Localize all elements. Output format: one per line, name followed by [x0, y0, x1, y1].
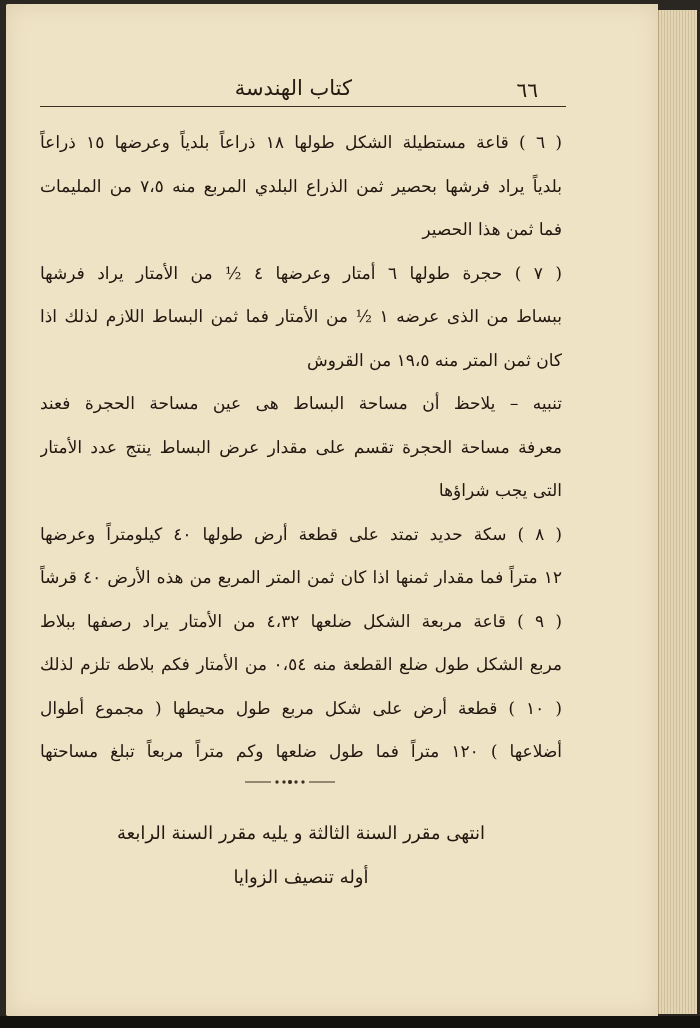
text-line: ( ٨ ) سكة حديد تمتد على قطعة أرض طولها ٤٠ كيلومتراً وعرضها: [40, 524, 562, 545]
text-line: معرفة مساحة الحجرة تقسم على مقدار عرض البساط ينتج عدد الأمتار: [40, 437, 562, 458]
closing-line-1: انتهى مقرر السنة الثالثة و يليه مقرر السنة الرابعة: [117, 823, 485, 844]
text-line: ببساط من الذى عرضه ١ ½ من الأمتار فما ثمن البساط اللازم لذلك اذا: [40, 307, 562, 327]
closing-note: [40, 812, 562, 900]
text-line: مربع الشكل طول ضلع القطعة منه ٠،٥٤ من الأمتار فكم بلاطه تلزم لذلك: [40, 655, 562, 675]
ornament-divider: [245, 778, 335, 786]
text-line: ١٢ متراً فما مقدار ثمنها اذا كان ثمن المتر المربع من هذه الأرض ٤٠ قرشاً: [40, 568, 562, 588]
page-number: ٦٦: [516, 78, 538, 102]
text-line: كان ثمن المتر منه ١٩،٥ من القروش: [306, 350, 562, 371]
page-edges: [658, 10, 697, 1014]
text-line: تنبيه – يلاحظ أن مساحة البساط هى عين مساحة الحجرة فعند: [40, 394, 562, 414]
text-line: فما ثمن هذا الحصير: [422, 220, 562, 240]
running-title: كتاب الهندسة: [234, 76, 352, 100]
text-line: ( ٦ ) قاعة مستطيلة الشكل طولها ١٨ ذراعاً بلدياً وعرضها ١٥ ذراعاً: [40, 133, 562, 153]
text-line: ( ٧ ) حجرة طولها ٦ أمتار وعرضها ٤ ½ من الأمتار يراد فرشها: [40, 263, 562, 284]
text-line: التى يجب شراؤها: [438, 481, 562, 501]
text-line: ( ٩ ) قاعة مربعة الشكل ضلعها ٤،٣٢ من الأمتار يراد رصفها ببلاط: [40, 611, 562, 632]
text-line: بلدياً يراد فرشها بحصير ثمن الذراع البلدي المربع منه ٧،٥ من المليمات: [40, 176, 562, 197]
text-line: ( ١٠ ) قطعة أرض على شكل مربع طول محيطها ( مجموع أطوال: [40, 698, 562, 719]
exercise-text: [40, 122, 562, 775]
closing-line-2: أوله تنصيف الزوايا: [233, 867, 369, 888]
text-line: أضلاعها ) ١٢٠ متراً فما طول ضلعها وكم متراً مربعاً تبلغ مساحتها: [40, 742, 562, 762]
scan-border: [0, 1016, 700, 1028]
page-header: [46, 74, 568, 108]
header-rule: [40, 106, 566, 107]
